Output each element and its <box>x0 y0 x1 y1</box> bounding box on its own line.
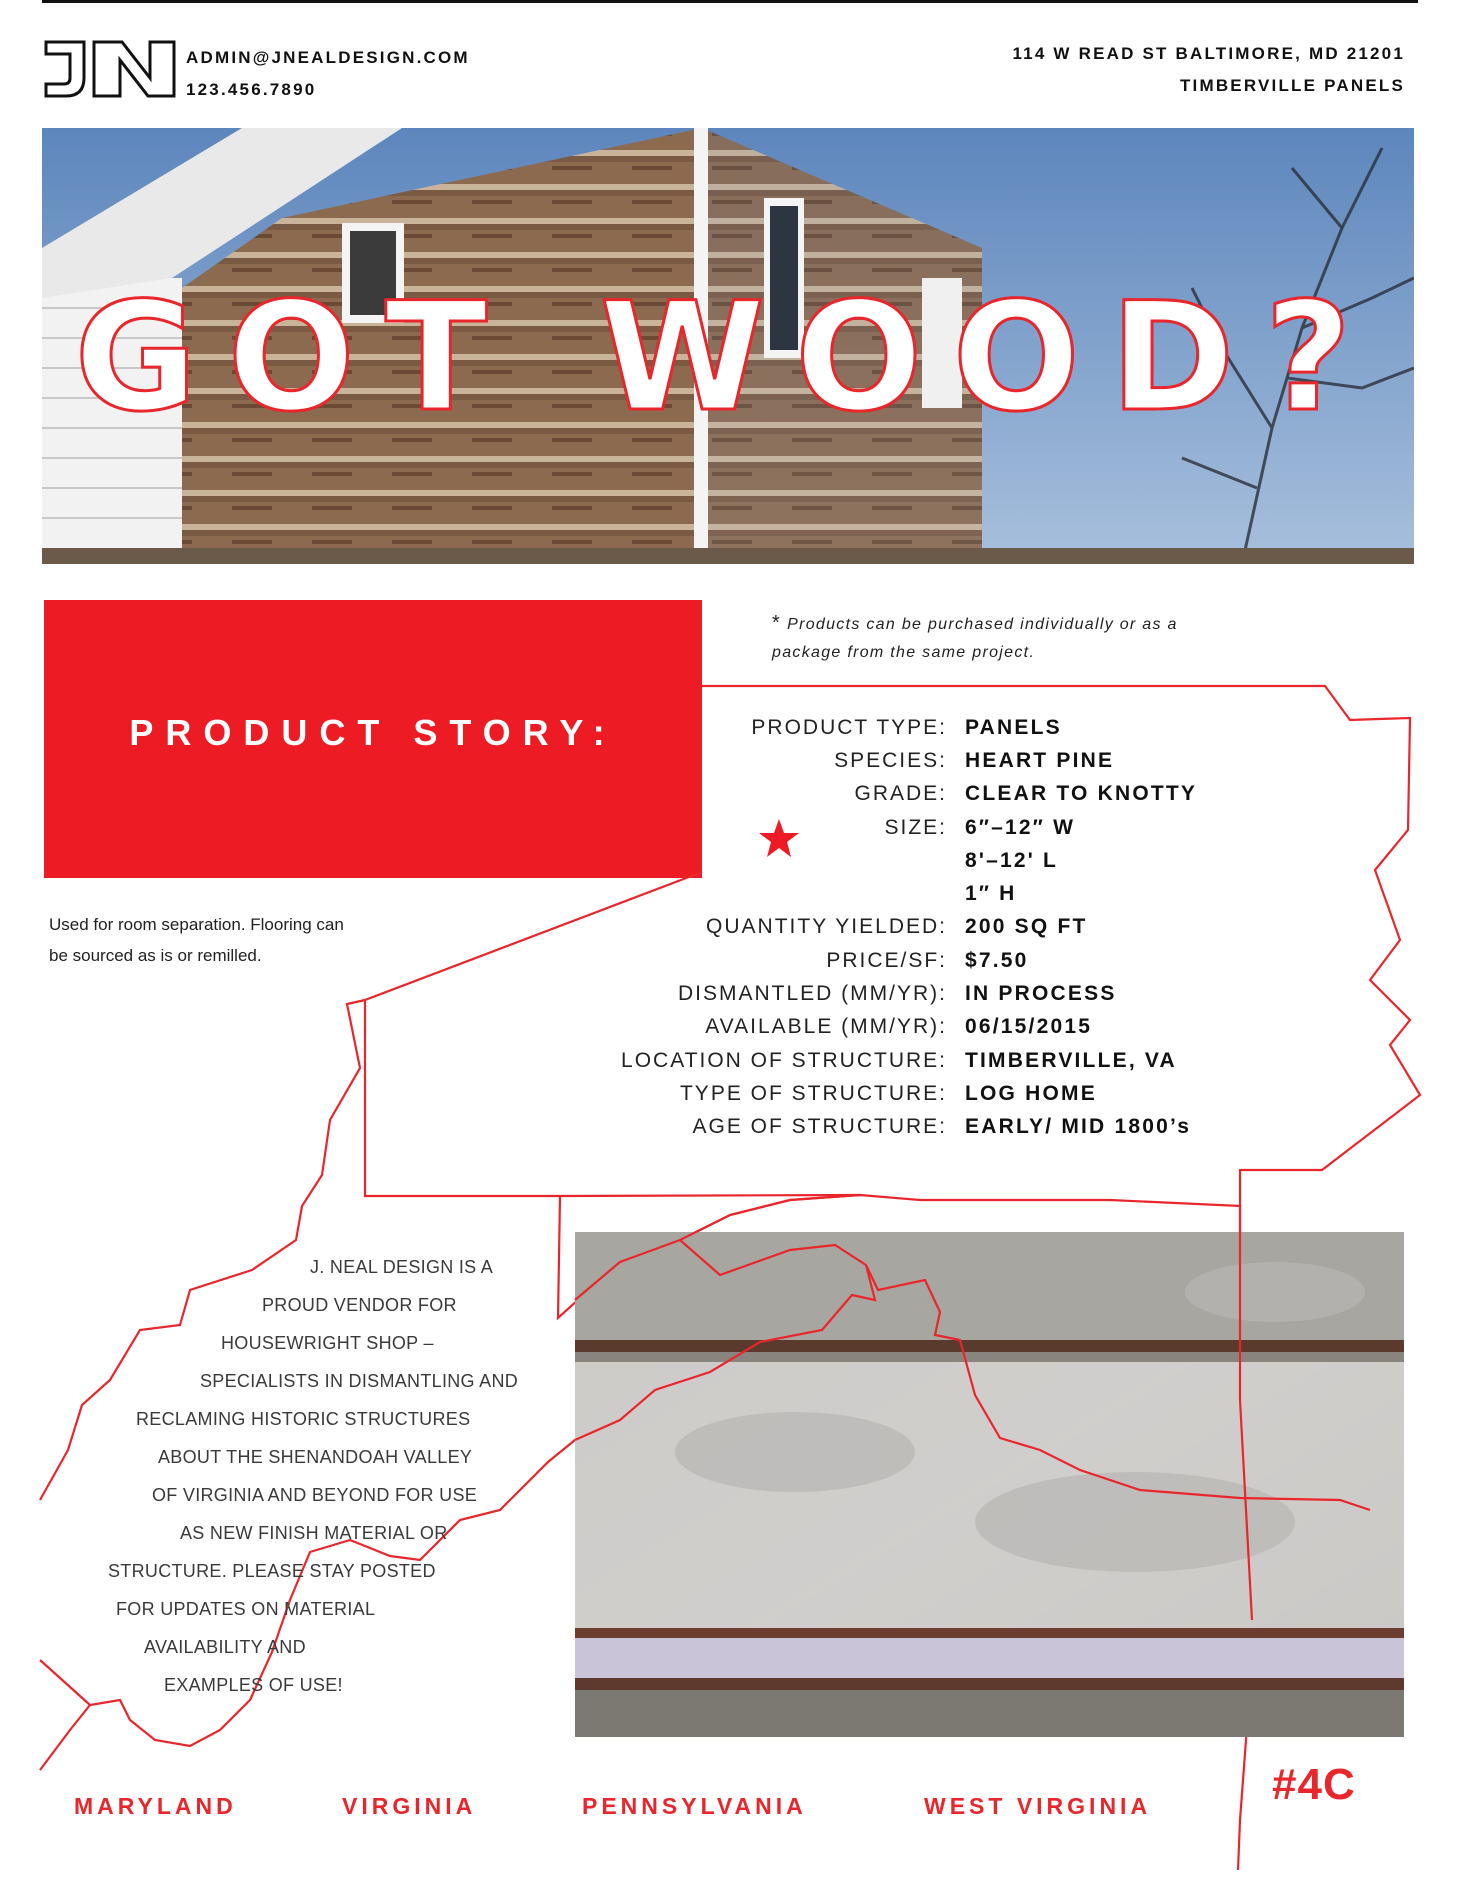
project-name: TIMBERVILLE PANELS <box>1179 76 1405 95</box>
spec-label: AGE OF STRUCTURE: <box>692 1115 947 1139</box>
spec-value: $7.50 <box>965 948 1029 972</box>
spec-label: SIZE: <box>884 815 947 839</box>
spec-row <box>560 1111 1280 1144</box>
hero-title: GOT WOOD? <box>74 271 1382 445</box>
spec-row <box>560 1044 1280 1077</box>
spec-value: 6″–12″ W <box>965 815 1076 839</box>
state-maryland: MARYLAND <box>74 1793 237 1819</box>
state-pennsylvania: PENNSYLVANIA <box>582 1793 807 1819</box>
vendor-line: PROUD VENDOR FOR <box>262 1295 457 1315</box>
vendor-line: J. NEAL DESIGN IS A <box>310 1257 494 1277</box>
spec-value: LOG HOME <box>965 1081 1097 1105</box>
address-block <box>1012 38 1405 102</box>
contact-info <box>186 42 470 106</box>
spec-label: DISMANTLED (MM/YR): <box>678 982 947 1006</box>
spec-row <box>560 811 1280 844</box>
vendor-line: AVAILABILITY AND <box>144 1637 306 1657</box>
spec-value: 1″ H <box>965 882 1017 906</box>
vendor-line: STRUCTURE. PLEASE STAY POSTED <box>108 1561 436 1581</box>
phone-number: 123.456.7890 <box>186 80 317 99</box>
spec-label: TYPE OF STRUCTURE: <box>679 1081 947 1105</box>
vendor-line: SPECIALISTS IN DISMANTLING AND <box>200 1371 519 1391</box>
spec-table <box>560 711 1280 1144</box>
product-story-heading: PRODUCT STORY: <box>129 712 617 753</box>
spec-label: GRADE: <box>854 782 947 806</box>
purchase-note <box>772 609 1242 667</box>
spec-row <box>560 1011 1280 1044</box>
state-west-virginia: WEST VIRGINIA <box>924 1793 1152 1819</box>
spec-value: TIMBERVILLE, VA <box>965 1048 1177 1072</box>
spec-row <box>560 711 1280 744</box>
vendor-line: ABOUT THE SHENANDOAH VALLEY <box>158 1447 473 1467</box>
spec-value: 8'–12' L <box>965 848 1058 872</box>
spec-label: SPECIES: <box>834 748 947 772</box>
spec-label: AVAILABLE (MM/YR): <box>705 1015 947 1039</box>
spec-row <box>560 911 1280 944</box>
spec-label: PRICE/SF: <box>826 948 947 972</box>
spec-row <box>560 844 1280 877</box>
spec-value: EARLY/ MID 1800’s <box>965 1115 1192 1139</box>
spec-value: PANELS <box>965 715 1062 739</box>
top-rule <box>42 0 1418 3</box>
state-virginia: VIRGINIA <box>342 1793 477 1819</box>
panel-photo <box>575 1232 1404 1737</box>
spec-row <box>560 778 1280 811</box>
spec-value: HEART PINE <box>965 748 1115 772</box>
spec-row <box>560 744 1280 777</box>
spec-value: IN PROCESS <box>965 982 1117 1006</box>
vendor-line: AS NEW FINISH MATERIAL OR <box>180 1523 448 1543</box>
street-address: 114 W READ ST BALTIMORE, MD 21201 <box>1012 44 1405 63</box>
spec-value: 06/15/2015 <box>965 1015 1093 1039</box>
vendor-line: HOUSEWRIGHT SHOP – <box>221 1333 434 1353</box>
vendor-line: OF VIRGINIA AND BEYOND FOR USE <box>152 1485 478 1505</box>
asterisk: * <box>772 612 782 634</box>
spec-value: 200 SQ FT <box>965 915 1088 939</box>
spec-row <box>560 877 1280 910</box>
spec-label: QUANTITY YIELDED: <box>706 915 947 939</box>
spec-row <box>560 977 1280 1010</box>
spec-value: CLEAR TO KNOTTY <box>965 782 1198 806</box>
vendor-line: RECLAMING HISTORIC STRUCTURES <box>136 1409 471 1429</box>
spec-row <box>560 944 1280 977</box>
vendor-line: EXAMPLES OF USE! <box>164 1675 343 1695</box>
item-number: #4C <box>1272 1760 1356 1809</box>
purchase-note-text: Products can be purchased individually or as a package from the same project. <box>772 616 1178 661</box>
usage-description: Used for room separation. Flooring can be sourced as is or remilled. <box>49 915 344 965</box>
jn-logo <box>44 40 176 98</box>
email-link[interactable]: ADMIN@JNEALDESIGN.COM <box>186 48 470 67</box>
spec-row <box>560 1077 1280 1110</box>
spec-label: PRODUCT TYPE: <box>751 715 947 739</box>
spec-label: LOCATION OF STRUCTURE: <box>621 1048 947 1072</box>
vendor-line: FOR UPDATES ON MATERIAL <box>116 1599 376 1619</box>
hero-photo <box>42 128 1414 564</box>
